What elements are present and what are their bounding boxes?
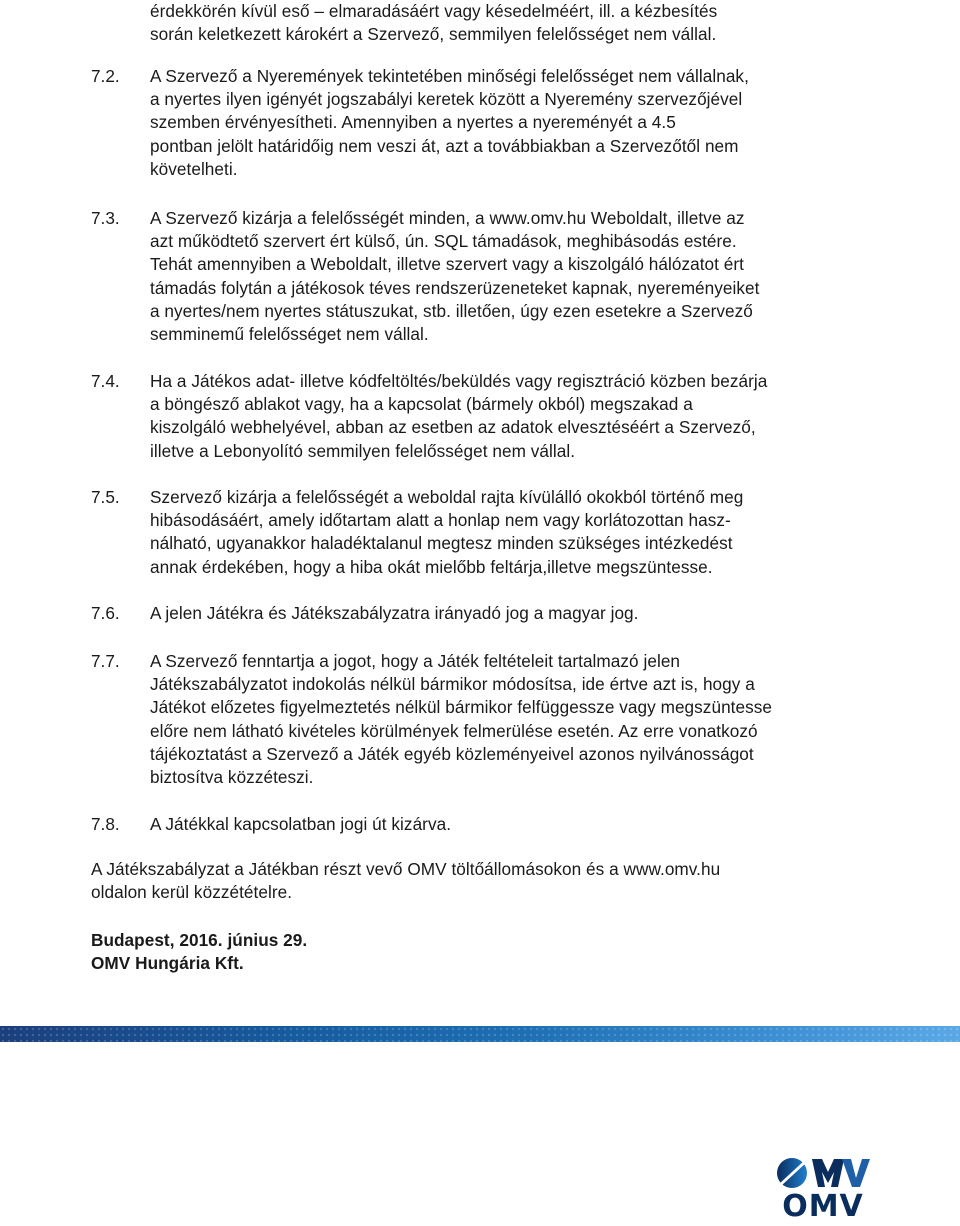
section-number: 7.3.	[91, 208, 120, 228]
paragraph-line: annak érdekében, hogy a hiba okát mielőbb feltárja,illetve megszüntesse.	[150, 556, 713, 577]
paragraph-line: A jelen Játékra és Játékszabályzatra irányadó jog a magyar jog.	[150, 603, 639, 623]
section-number: 7.8.	[91, 814, 120, 834]
footer-band-pattern	[0, 1026, 960, 1042]
paragraph-line: kiszolgáló webhelyével, abban az esetben az adatok elvesztéséért a Szervező,	[150, 417, 756, 438]
signature-block	[91, 929, 881, 975]
section-7-8-paragraph	[150, 813, 875, 836]
section-7-7-paragraph	[150, 650, 875, 789]
publication-paragraph	[91, 858, 881, 904]
paragraph-line: A Szervező fenntartja a jogot, hogy a Játék feltételeit tartalmazó jelen	[150, 651, 681, 671]
section-7-2-paragraph	[150, 65, 875, 181]
omv-logo-text: OMV	[782, 1189, 864, 1224]
section-number: 7.6.	[91, 603, 120, 623]
paragraph-line: előre nem látható kivételes körülmények felmerülése esetén. Az erre vonatkozó	[150, 720, 758, 741]
paragraph-line: azt működtető szervert ért külső, ún. SQL támadások, meghibásodás estére.	[150, 231, 737, 252]
signature-company: OMV Hungária Kft.	[91, 953, 244, 974]
paragraph-line: A Játékszabályzat a Játékban részt vevő OMV töltőállomásokon és a www.omv.hu	[91, 859, 721, 879]
paragraph-line: Játékot előzetes figyelmeztetés nélkül bármikor felfüggessze vagy megszüntesse	[150, 697, 773, 718]
paragraph-line: a nyertes/nem nyertes státuszukat, stb. illetően, úgy ezen esetekre a Szervező	[150, 300, 753, 321]
omv-logo	[776, 1156, 870, 1224]
paragraph-line: Ha a Játékos adat- illetve kódfeltöltés/beküldés vagy regisztráció közben bezárja	[150, 371, 768, 391]
paragraph-line: Tehát amennyiben a Weboldalt, illetve szervert vagy a kiszolgáló hálózatot ért	[150, 254, 745, 275]
paragraph-line: a nyertes ilyen igényét jogszabályi keretek között a Nyeremény szervezőjével	[150, 89, 743, 110]
intro-paragraph	[150, 0, 875, 46]
paragraph-line: Szervező kizárja a felelősségét a weboldal rajta kívülálló okokból történő meg	[150, 487, 744, 507]
intro-line: során keletkezett károkért a Szervező, semmilyen felelősséget nem vállal.	[150, 24, 717, 45]
paragraph-line: biztosítva közzéteszi.	[150, 767, 314, 788]
paragraph-line: oldalon kerül közzétételre.	[91, 882, 293, 903]
section-number: 7.7.	[91, 651, 120, 671]
paragraph-line: A Szervező a Nyeremények tekintetében minőségi felelősséget nem vállalnak,	[150, 66, 749, 86]
intro-line: érdekkörén kívül eső – elmaradásáért vagy késedelméért, ill. a kézbesítés	[150, 1, 718, 21]
omv-logo-icon	[776, 1156, 870, 1190]
paragraph-line: pontban jelölt határidőig nem veszi át, azt a továbbiakban a Szervezőtől nem	[150, 135, 739, 156]
section-7-6-paragraph	[150, 602, 875, 625]
paragraph-line: illetve a Lebonyolító semmilyen felelősséget nem vállal.	[150, 440, 576, 461]
paragraph-line: követelheti.	[150, 158, 238, 179]
paragraph-line: A Játékkal kapcsolatban jogi út kizárva.	[150, 814, 452, 834]
paragraph-line: A Szervező kizárja a felelősségét minden, a www.omv.hu Weboldalt, illetve az	[150, 208, 745, 228]
section-7-5-paragraph	[150, 486, 875, 579]
paragraph-line: nálható, ugyanakkor haladéktalanul megtesz minden szükséges intézkedést	[150, 533, 733, 554]
section-number: 7.4.	[91, 371, 120, 391]
paragraph-line: a böngésző ablakot vagy, ha a kapcsolat (bármely okból) megszakad a	[150, 394, 693, 415]
paragraph-line: tájékoztatást a Szervező a Játék egyéb közleményeivel azonos nyilvánosságot	[150, 743, 754, 764]
paragraph-line: hibásodásáért, amely időtartam alatt a honlap nem vagy korlátozottan hasz-	[150, 510, 731, 531]
section-7-4-paragraph	[150, 370, 875, 463]
paragraph-line: támadás folytán a játékosok téves rendszerüzeneteket kapnak, nyereményeiket	[150, 277, 760, 298]
paragraph-line: Játékszabályzatot indokolás nélkül bármikor módosítsa, ide értve azt is, hogy a	[150, 674, 755, 695]
section-number: 7.2.	[91, 66, 120, 86]
paragraph-line: semminemű felelősséget nem vállal.	[150, 324, 429, 345]
section-number: 7.5.	[91, 487, 120, 507]
paragraph-line: szemben érvényesítheti. Amennyiben a nyertes a nyereményét a 4.5	[150, 112, 676, 133]
signature-place-date: Budapest, 2016. június 29.	[91, 930, 308, 950]
section-7-3-paragraph	[150, 207, 875, 346]
